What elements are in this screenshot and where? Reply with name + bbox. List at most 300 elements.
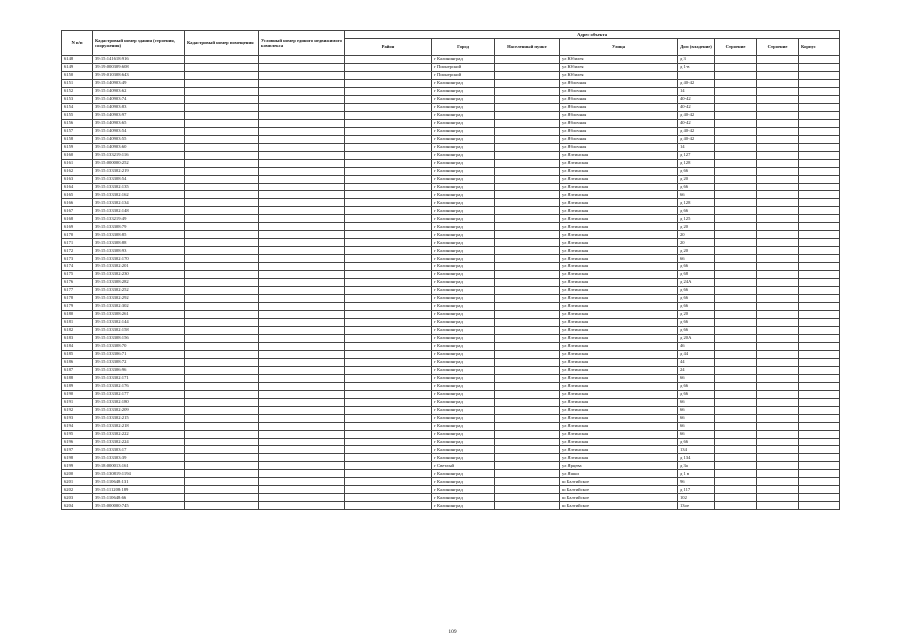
cell-house: 14 xyxy=(678,87,715,95)
cell-region xyxy=(345,438,432,446)
cell-city: г Калининград xyxy=(432,167,495,175)
cell-premises-cadastral xyxy=(185,390,259,398)
cell-stroenie xyxy=(757,79,799,87)
cell-street: ул Яблочная xyxy=(560,87,678,95)
cell-korpus xyxy=(715,127,757,135)
table-row xyxy=(62,175,840,183)
cell-stroenie xyxy=(757,366,799,374)
cell-settlement xyxy=(495,263,560,271)
cell-complex-number xyxy=(259,295,345,303)
cell-complex-number xyxy=(259,478,345,486)
cell-region xyxy=(345,326,432,334)
cell-premises-cadastral xyxy=(185,111,259,119)
cell-city: г Калининград xyxy=(432,95,495,103)
cell-street: ул Ярцева xyxy=(560,462,678,470)
cell-stroenie xyxy=(757,494,799,502)
cell-region xyxy=(345,502,432,510)
table-row xyxy=(62,71,840,79)
cell-house: д 66 xyxy=(678,287,715,295)
cell-house: д 117 xyxy=(678,486,715,494)
cell-house: д 24А xyxy=(678,279,715,287)
cell-settlement xyxy=(495,295,560,303)
table-row xyxy=(62,199,840,207)
cell-complex-number xyxy=(259,71,345,79)
cell-settlement xyxy=(495,318,560,326)
cell-city: г Калининград xyxy=(432,478,495,486)
cell-settlement xyxy=(495,151,560,159)
cell-settlement xyxy=(495,231,560,239)
cell-region xyxy=(345,446,432,454)
table-row xyxy=(62,151,840,159)
cell-premises-cadastral xyxy=(185,279,259,287)
cell-settlement xyxy=(495,406,560,414)
cell-premises-cadastral xyxy=(185,271,259,279)
cell-stroenie xyxy=(757,470,799,478)
cell-korpus xyxy=(715,398,757,406)
cell-korpus xyxy=(715,159,757,167)
cell-house: 66 xyxy=(678,422,715,430)
cell-stroenie xyxy=(757,318,799,326)
cell-stroenie xyxy=(757,422,799,430)
cell-complex-number xyxy=(259,79,345,87)
table-row xyxy=(62,470,840,478)
cell-building-cadastral: 39:15:133302:158 xyxy=(93,326,185,334)
cell-region xyxy=(345,119,432,127)
cell-house: д 20 xyxy=(678,311,715,319)
cell-street: ул Ялтинская xyxy=(560,151,678,159)
cell-settlement xyxy=(495,422,560,430)
cell-korpus xyxy=(715,446,757,454)
cell-building-cadastral: 39:15:133302:176 xyxy=(93,382,185,390)
cell-house: 40-42 xyxy=(678,119,715,127)
table-row xyxy=(62,159,840,167)
cell-premises-cadastral xyxy=(185,494,259,502)
cell-premises-cadastral xyxy=(185,167,259,175)
cell-city: г Калининград xyxy=(432,263,495,271)
cell-room xyxy=(799,151,840,159)
cell-house: 96 xyxy=(678,478,715,486)
cell-city: г Калининград xyxy=(432,350,495,358)
cell-korpus xyxy=(715,207,757,215)
cell-korpus xyxy=(715,175,757,183)
cell-complex-number xyxy=(259,247,345,255)
cell-korpus xyxy=(715,502,757,510)
cell-room xyxy=(799,303,840,311)
cell-settlement xyxy=(495,159,560,167)
cell-korpus xyxy=(715,167,757,175)
cell-building-cadastral: 39:15:133302:180 xyxy=(93,398,185,406)
cell-building-cadastral: 39:15:133303:17 xyxy=(93,446,185,454)
cell-street: ул Ялтинская xyxy=(560,454,678,462)
cell-house: 102 xyxy=(678,494,715,502)
cell-room xyxy=(799,79,840,87)
cell-stroenie xyxy=(757,462,799,470)
cell-num: 6193 xyxy=(62,414,93,422)
cell-room xyxy=(799,295,840,303)
cell-house: 66 xyxy=(678,414,715,422)
cell-room xyxy=(799,446,840,454)
cell-room xyxy=(799,111,840,119)
cell-premises-cadastral xyxy=(185,287,259,295)
cell-house: 13ое xyxy=(678,502,715,510)
cell-stroenie xyxy=(757,342,799,350)
cell-korpus xyxy=(715,279,757,287)
cell-region xyxy=(345,311,432,319)
cell-num: 6186 xyxy=(62,358,93,366)
cell-settlement xyxy=(495,87,560,95)
cell-city: г Калининград xyxy=(432,87,495,95)
cell-korpus xyxy=(715,183,757,191)
cell-complex-number xyxy=(259,287,345,295)
cell-room xyxy=(799,406,840,414)
cell-region xyxy=(345,215,432,223)
cell-building-cadastral: 39:19:000309:608 xyxy=(93,63,185,71)
cell-region xyxy=(345,151,432,159)
cell-complex-number xyxy=(259,303,345,311)
cell-city: г Калининград xyxy=(432,279,495,287)
cell-region xyxy=(345,56,432,64)
cell-settlement xyxy=(495,127,560,135)
cell-street: ул Ялтинская xyxy=(560,326,678,334)
cell-room xyxy=(799,438,840,446)
cell-house: д 128 xyxy=(678,159,715,167)
table-row xyxy=(62,183,840,191)
cell-korpus xyxy=(715,430,757,438)
header-settlement: Населенный пункт xyxy=(495,39,560,56)
table-row xyxy=(62,311,840,319)
table-row xyxy=(62,56,840,64)
cell-stroenie xyxy=(757,151,799,159)
cell-stroenie xyxy=(757,478,799,486)
cell-num: 6160 xyxy=(62,151,93,159)
cell-room xyxy=(799,494,840,502)
cell-building-cadastral: 39:15:133308:156 xyxy=(93,334,185,342)
cell-korpus xyxy=(715,414,757,422)
cell-street: ул Ялтинская xyxy=(560,406,678,414)
cell-korpus xyxy=(715,478,757,486)
cell-num: 6157 xyxy=(62,127,93,135)
cell-room xyxy=(799,63,840,71)
cell-stroenie xyxy=(757,502,799,510)
cell-street: ул Ялтинская xyxy=(560,159,678,167)
cell-complex-number xyxy=(259,207,345,215)
cell-settlement xyxy=(495,486,560,494)
table-row xyxy=(62,334,840,342)
cell-house: 44 xyxy=(678,358,715,366)
cell-premises-cadastral xyxy=(185,63,259,71)
cell-num: 6172 xyxy=(62,247,93,255)
cell-complex-number xyxy=(259,398,345,406)
cell-premises-cadastral xyxy=(185,478,259,486)
cell-settlement xyxy=(495,191,560,199)
cell-city: г Калининград xyxy=(432,143,495,151)
cell-house: д 44 xyxy=(678,350,715,358)
cell-stroenie xyxy=(757,374,799,382)
table-row xyxy=(62,63,840,71)
cell-stroenie xyxy=(757,63,799,71)
cell-num: 6200 xyxy=(62,470,93,478)
cell-room xyxy=(799,374,840,382)
cell-stroenie xyxy=(757,398,799,406)
cell-korpus xyxy=(715,438,757,446)
cell-room xyxy=(799,271,840,279)
cell-num: 6196 xyxy=(62,438,93,446)
cell-korpus xyxy=(715,366,757,374)
cell-korpus xyxy=(715,295,757,303)
table-row xyxy=(62,271,840,279)
cell-street: ул Яблочная xyxy=(560,127,678,135)
table-row xyxy=(62,422,840,430)
cell-korpus xyxy=(715,215,757,223)
cell-street: ш Балтийское xyxy=(560,486,678,494)
cell-premises-cadastral xyxy=(185,247,259,255)
cell-city: г Калининград xyxy=(432,398,495,406)
cell-region xyxy=(345,398,432,406)
cell-korpus xyxy=(715,390,757,398)
cell-building-cadastral: 39:15:133303:39 xyxy=(93,454,185,462)
header-street: Улица xyxy=(560,39,678,56)
table-row xyxy=(62,478,840,486)
cell-complex-number xyxy=(259,231,345,239)
cell-korpus xyxy=(715,56,757,64)
cell-region xyxy=(345,159,432,167)
table-row xyxy=(62,103,840,111)
cell-complex-number xyxy=(259,175,345,183)
cell-room xyxy=(799,71,840,79)
cell-settlement xyxy=(495,374,560,382)
cell-stroenie xyxy=(757,255,799,263)
table-row xyxy=(62,135,840,143)
cell-stroenie xyxy=(757,159,799,167)
cell-city: г Калининград xyxy=(432,430,495,438)
cell-premises-cadastral xyxy=(185,79,259,87)
cell-settlement xyxy=(495,167,560,175)
cell-street: ул Ялтинская xyxy=(560,191,678,199)
cell-korpus xyxy=(715,71,757,79)
cell-house: д 66 xyxy=(678,167,715,175)
cell-korpus xyxy=(715,494,757,502)
cell-city: г Калининград xyxy=(432,287,495,295)
cell-num: 6148 xyxy=(62,56,93,64)
cell-region xyxy=(345,63,432,71)
cell-num: 6154 xyxy=(62,103,93,111)
cell-street: ул Ялтинская xyxy=(560,342,678,350)
cell-city: г Калининград xyxy=(432,318,495,326)
cell-room xyxy=(799,311,840,319)
cell-num: 6170 xyxy=(62,231,93,239)
table-row xyxy=(62,486,840,494)
cell-house: д 66 xyxy=(678,390,715,398)
cell-house: 134 xyxy=(678,446,715,454)
cell-num: 6173 xyxy=(62,255,93,263)
cell-city: г Калининград xyxy=(432,239,495,247)
cell-building-cadastral: 39:15:130819:1194 xyxy=(93,470,185,478)
cell-house: д 3 xyxy=(678,56,715,64)
cell-house: д 20 xyxy=(678,247,715,255)
cell-region xyxy=(345,454,432,462)
cell-city: г Калининград xyxy=(432,446,495,454)
cell-korpus xyxy=(715,342,757,350)
cell-complex-number xyxy=(259,111,345,119)
cell-street: ул Ялтинская xyxy=(560,255,678,263)
cell-premises-cadastral xyxy=(185,255,259,263)
cell-premises-cadastral xyxy=(185,454,259,462)
table-row xyxy=(62,342,840,350)
cell-premises-cadastral xyxy=(185,87,259,95)
cell-room xyxy=(799,279,840,287)
cell-room xyxy=(799,143,840,151)
cell-settlement xyxy=(495,334,560,342)
cell-street: ш Балтийское xyxy=(560,494,678,502)
cell-building-cadastral: 39:15:000000:252 xyxy=(93,159,185,167)
cell-korpus xyxy=(715,255,757,263)
cell-city: г Калининград xyxy=(432,103,495,111)
cell-building-cadastral: 39:15:133308:282 xyxy=(93,279,185,287)
cell-num: 6199 xyxy=(62,462,93,470)
cell-region xyxy=(345,350,432,358)
table-row xyxy=(62,446,840,454)
cell-street: ул Ялтинская xyxy=(560,414,678,422)
cell-building-cadastral: 39:15:133302:144 xyxy=(93,318,185,326)
cell-building-cadastral: 39:15:133308:88 xyxy=(93,239,185,247)
cell-settlement xyxy=(495,462,560,470)
cell-korpus xyxy=(715,326,757,334)
cell-stroenie xyxy=(757,95,799,103)
cell-street: ул Ялтинская xyxy=(560,334,678,342)
cell-city: г Калининград xyxy=(432,502,495,510)
table-row xyxy=(62,127,840,135)
cell-city: г Светлый xyxy=(432,462,495,470)
cell-street: ул Ялтинская xyxy=(560,382,678,390)
cell-building-cadastral: 39:15:133219:116 xyxy=(93,151,185,159)
cell-room xyxy=(799,167,840,175)
cell-house xyxy=(678,71,715,79)
cell-complex-number xyxy=(259,438,345,446)
cell-street: ул Ялтинская xyxy=(560,279,678,287)
cell-city: г Калининград xyxy=(432,223,495,231)
registry-table xyxy=(61,30,840,510)
cell-korpus xyxy=(715,422,757,430)
cell-house: д 66 xyxy=(678,303,715,311)
cell-room xyxy=(799,215,840,223)
header-address-group: Адрес объекта xyxy=(345,31,840,39)
cell-stroenie xyxy=(757,199,799,207)
cell-stroenie xyxy=(757,438,799,446)
cell-region xyxy=(345,390,432,398)
cell-complex-number xyxy=(259,167,345,175)
cell-premises-cadastral xyxy=(185,119,259,127)
cell-room xyxy=(799,342,840,350)
cell-city: г Калининград xyxy=(432,494,495,502)
cell-settlement xyxy=(495,454,560,462)
cell-room xyxy=(799,390,840,398)
cell-premises-cadastral xyxy=(185,223,259,231)
cell-premises-cadastral xyxy=(185,334,259,342)
cell-premises-cadastral xyxy=(185,239,259,247)
cell-region xyxy=(345,71,432,79)
cell-premises-cadastral xyxy=(185,374,259,382)
cell-settlement xyxy=(495,311,560,319)
cell-stroenie xyxy=(757,382,799,390)
cell-region xyxy=(345,414,432,422)
cell-premises-cadastral xyxy=(185,470,259,478)
cell-korpus xyxy=(715,87,757,95)
cell-settlement xyxy=(495,103,560,111)
cell-street: ул Ялтинская xyxy=(560,247,678,255)
cell-street: ул Яблочная xyxy=(560,95,678,103)
cell-street: ул Ялтинская xyxy=(560,398,678,406)
cell-house: д 1-в xyxy=(678,63,715,71)
cell-city: г Калининград xyxy=(432,111,495,119)
cell-num: 6202 xyxy=(62,486,93,494)
cell-num: 6201 xyxy=(62,478,93,486)
cell-settlement xyxy=(495,111,560,119)
cell-settlement xyxy=(495,358,560,366)
cell-korpus xyxy=(715,271,757,279)
cell-room xyxy=(799,56,840,64)
cell-num: 6163 xyxy=(62,175,93,183)
cell-complex-number xyxy=(259,239,345,247)
cell-building-cadastral: 39:15:133308:261 xyxy=(93,311,185,319)
cell-premises-cadastral xyxy=(185,159,259,167)
cell-building-cadastral: 39:15:133302:222 xyxy=(93,430,185,438)
cell-complex-number xyxy=(259,56,345,64)
cell-house: 20 xyxy=(678,239,715,247)
cell-num: 6169 xyxy=(62,223,93,231)
cell-complex-number xyxy=(259,350,345,358)
cell-street: ул Ялтинская xyxy=(560,446,678,454)
table-row xyxy=(62,374,840,382)
cell-korpus xyxy=(715,311,757,319)
cell-settlement xyxy=(495,56,560,64)
cell-premises-cadastral xyxy=(185,462,259,470)
cell-num: 6190 xyxy=(62,390,93,398)
table-row xyxy=(62,462,840,470)
cell-num: 6184 xyxy=(62,342,93,350)
cell-region xyxy=(345,295,432,303)
cell-room xyxy=(799,454,840,462)
cell-stroenie xyxy=(757,87,799,95)
cell-house: д 66 xyxy=(678,295,715,303)
table-row xyxy=(62,223,840,231)
cell-room xyxy=(799,478,840,486)
cell-korpus xyxy=(715,303,757,311)
cell-premises-cadastral xyxy=(185,366,259,374)
cell-house: 20 xyxy=(678,231,715,239)
cell-premises-cadastral xyxy=(185,127,259,135)
cell-stroenie xyxy=(757,223,799,231)
cell-num: 6158 xyxy=(62,135,93,143)
cell-room xyxy=(799,414,840,422)
cell-stroenie xyxy=(757,406,799,414)
cell-street: ул Ялтинская xyxy=(560,311,678,319)
table-row xyxy=(62,87,840,95)
cell-room xyxy=(799,398,840,406)
cell-num: 6191 xyxy=(62,398,93,406)
cell-korpus xyxy=(715,119,757,127)
cell-num: 6188 xyxy=(62,374,93,382)
cell-city: г Калининград xyxy=(432,119,495,127)
cell-num: 6194 xyxy=(62,422,93,430)
cell-premises-cadastral xyxy=(185,326,259,334)
table-row xyxy=(62,239,840,247)
cell-house: д 20А xyxy=(678,334,715,342)
cell-settlement xyxy=(495,255,560,263)
cell-premises-cadastral xyxy=(185,215,259,223)
cell-room xyxy=(799,183,840,191)
cell-building-cadastral: 39:15:141618:916 xyxy=(93,56,185,64)
cell-city: г Калининград xyxy=(432,295,495,303)
